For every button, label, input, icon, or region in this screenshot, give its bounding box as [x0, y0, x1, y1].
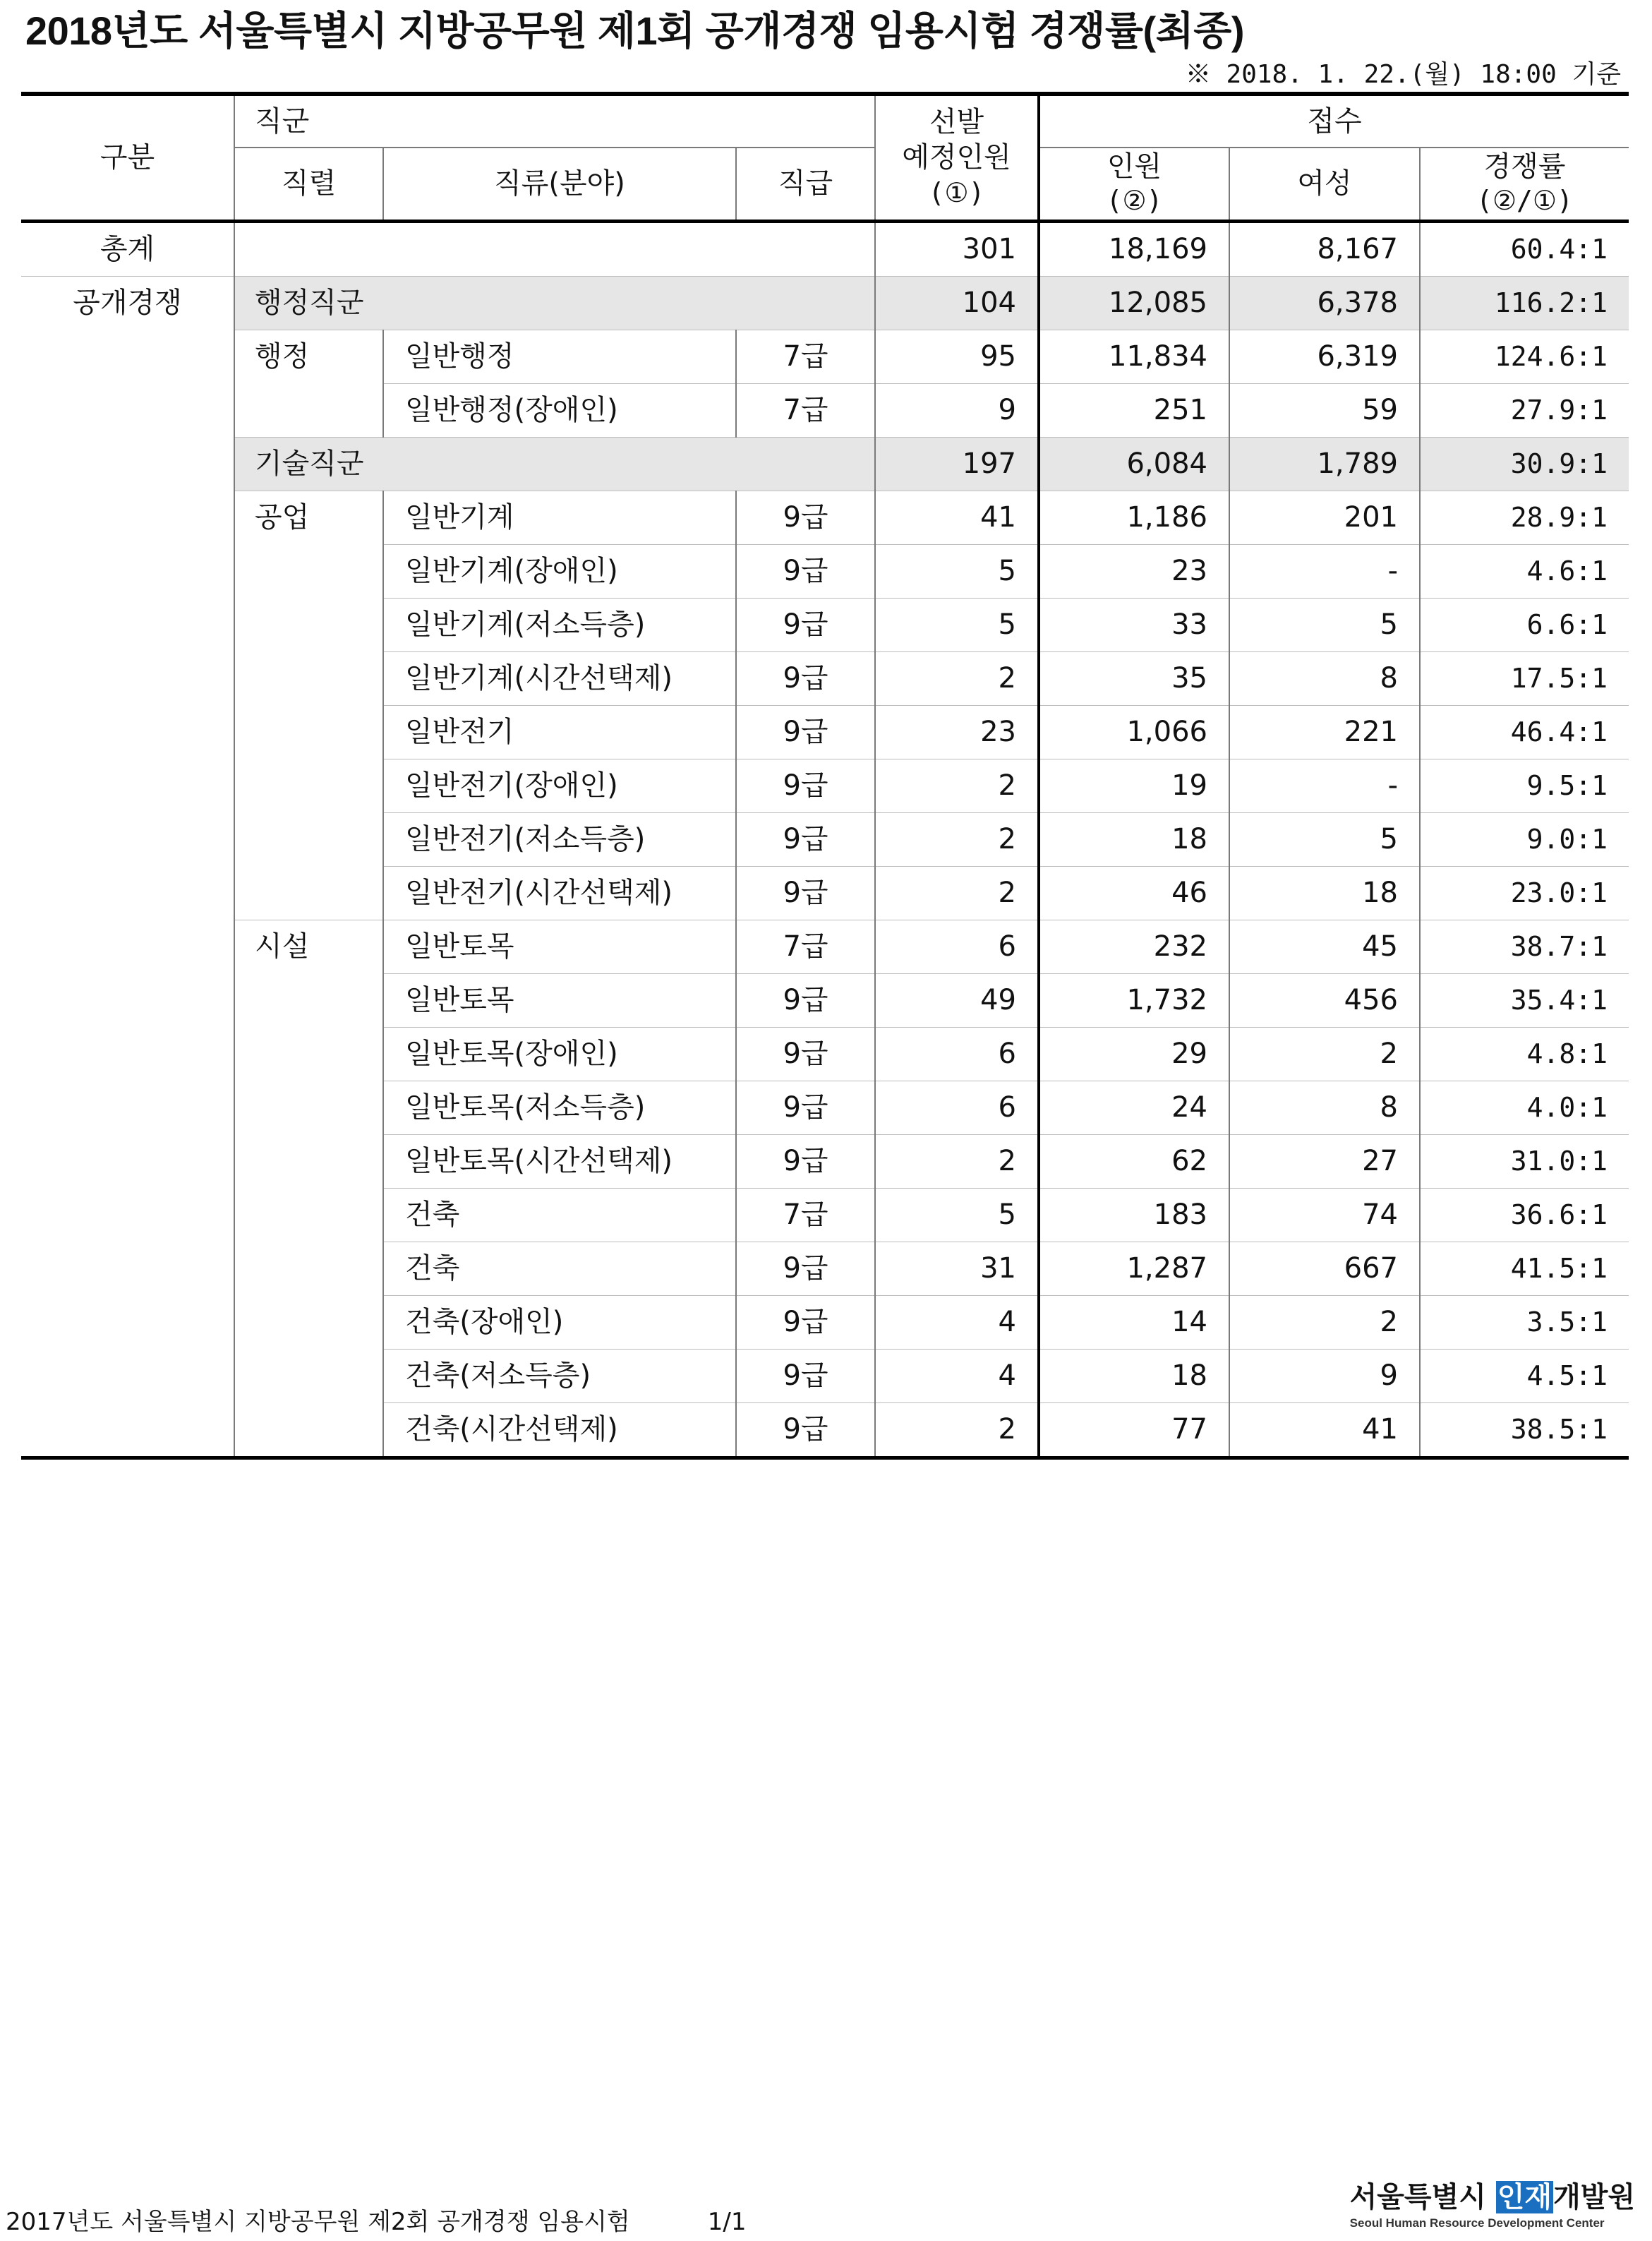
header-jikryu: 직류(분야): [383, 148, 736, 221]
row-applicants: 35: [1039, 651, 1229, 705]
row-ratio: 6.6:1: [1420, 598, 1629, 651]
row-female: 221: [1229, 705, 1420, 759]
row-applicants: 77: [1039, 1402, 1229, 1458]
header-planned: [875, 94, 1039, 221]
page-footer: [6, 2202, 746, 2237]
header-planned-line3: (①): [928, 177, 985, 209]
row-ratio: 4.6:1: [1420, 544, 1629, 598]
row-female: 9: [1229, 1349, 1420, 1402]
row-ratio: 35.4:1: [1420, 973, 1629, 1027]
row-grade: 9급: [736, 1349, 875, 1402]
row-planned: 31: [875, 1242, 1039, 1295]
total-label: 총계: [21, 221, 234, 276]
row-planned: 6: [875, 1081, 1039, 1134]
row-female: 18: [1229, 866, 1420, 920]
header-receipt: 접수: [1039, 94, 1629, 148]
row-planned: 2: [875, 651, 1039, 705]
row-applicants: 14: [1039, 1295, 1229, 1349]
table-row: [21, 920, 1629, 973]
row-female: 45: [1229, 920, 1420, 973]
row-grade: 9급: [736, 1081, 875, 1134]
row-female: 6,319: [1229, 330, 1420, 383]
row-applicants: 46: [1039, 866, 1229, 920]
table-row: [21, 330, 1629, 383]
row-female: 8: [1229, 1081, 1420, 1134]
row-planned: 2: [875, 812, 1039, 866]
row-ratio: 41.5:1: [1420, 1242, 1629, 1295]
cluster-label-tech: 기술직군: [234, 437, 875, 491]
row-planned: 2: [875, 1134, 1039, 1188]
row-grade: 7급: [736, 383, 875, 437]
row-ratio: 4.5:1: [1420, 1349, 1629, 1402]
header-ratio-line1: 경쟁률: [1483, 150, 1566, 184]
row-applicants: 251: [1039, 383, 1229, 437]
row-ratio: 46.4:1: [1420, 705, 1629, 759]
row-grade: 9급: [736, 759, 875, 812]
row-grade: 9급: [736, 866, 875, 920]
cluster-row-admin: [21, 276, 1629, 330]
row-applicants: 183: [1039, 1188, 1229, 1242]
header-applicants-line2: (②): [1106, 185, 1163, 217]
row-ratio: 38.7:1: [1420, 920, 1629, 973]
row-planned: 6: [875, 920, 1039, 973]
row-female: 2: [1229, 1027, 1420, 1081]
row-grade: 9급: [736, 705, 875, 759]
logo-suffix: 개발원: [1553, 2181, 1635, 2213]
row-jikryu: 건축: [383, 1242, 736, 1295]
row-applicants: 24: [1039, 1081, 1229, 1134]
row-jikryu: 일반토목: [383, 920, 736, 973]
category-label: 공개경쟁: [21, 276, 234, 1458]
row-grade: 9급: [736, 1027, 875, 1081]
row-applicants: 29: [1039, 1027, 1229, 1081]
row-grade: 9급: [736, 544, 875, 598]
row-grade: 9급: [736, 491, 875, 544]
total-empty: [234, 221, 875, 276]
cluster-admin-planned: 104: [875, 276, 1039, 330]
logo-highlight: 인재: [1497, 2181, 1552, 2213]
row-ratio: 36.6:1: [1420, 1188, 1629, 1242]
row-grade: 7급: [736, 1188, 875, 1242]
cluster-row-tech: [21, 437, 1629, 491]
row-jikryu: 건축: [383, 1188, 736, 1242]
logo-wordmark: [1350, 2180, 1635, 2215]
row-applicants: 1,066: [1039, 705, 1229, 759]
header-jikgun: 직군: [234, 94, 875, 148]
row-ratio: 27.9:1: [1420, 383, 1629, 437]
row-jikryu: 건축(시간선택제): [383, 1402, 736, 1458]
row-ratio: 17.5:1: [1420, 651, 1629, 705]
cluster-tech-ratio: 30.9:1: [1420, 437, 1629, 491]
row-jikryu: 건축(저소득층): [383, 1349, 736, 1402]
row-ratio: 38.5:1: [1420, 1402, 1629, 1458]
row-grade: 9급: [736, 812, 875, 866]
row-jikryu: 일반토목(시간선택제): [383, 1134, 736, 1188]
row-grade: 9급: [736, 1295, 875, 1349]
cluster-tech-female: 1,789: [1229, 437, 1420, 491]
row-applicants: 232: [1039, 920, 1229, 973]
row-jikryu: 일반토목(저소득층): [383, 1081, 736, 1134]
row-planned: 4: [875, 1349, 1039, 1402]
row-applicants: 18: [1039, 812, 1229, 866]
row-grade: 9급: [736, 973, 875, 1027]
row-female: 59: [1229, 383, 1420, 437]
row-planned: 2: [875, 866, 1039, 920]
row-applicants: 18: [1039, 1349, 1229, 1402]
row-applicants: 1,186: [1039, 491, 1229, 544]
cluster-tech-planned: 197: [875, 437, 1039, 491]
row-grade: 9급: [736, 651, 875, 705]
row-planned: 23: [875, 705, 1039, 759]
row-planned: 2: [875, 759, 1039, 812]
row-applicants: 23: [1039, 544, 1229, 598]
total-ratio: 60.4:1: [1420, 221, 1629, 276]
row-planned: 5: [875, 598, 1039, 651]
org-logo: [1350, 2180, 1635, 2230]
row-ratio: 31.0:1: [1420, 1134, 1629, 1188]
row-applicants: 1,732: [1039, 973, 1229, 1027]
row-planned: 49: [875, 973, 1039, 1027]
series-haengjeong: 행정: [234, 330, 383, 437]
row-applicants: 1,287: [1039, 1242, 1229, 1295]
row-ratio: 23.0:1: [1420, 866, 1629, 920]
cluster-admin-applicants: 12,085: [1039, 276, 1229, 330]
row-ratio: 9.0:1: [1420, 812, 1629, 866]
row-female: 5: [1229, 598, 1420, 651]
header-jikryeol: 직렬: [234, 148, 383, 221]
row-ratio: 4.0:1: [1420, 1081, 1629, 1134]
page-number: 1/1: [707, 2208, 747, 2236]
row-planned: 41: [875, 491, 1039, 544]
row-female: 41: [1229, 1402, 1420, 1458]
logo-english-name: Seoul Human Resource Development Center: [1349, 2216, 1605, 2230]
total-planned: 301: [875, 221, 1039, 276]
row-planned: 6: [875, 1027, 1039, 1081]
row-applicants: 19: [1039, 759, 1229, 812]
row-applicants: 11,834: [1039, 330, 1229, 383]
row-planned: 95: [875, 330, 1039, 383]
row-female: 5: [1229, 812, 1420, 866]
row-female: 667: [1229, 1242, 1420, 1295]
row-jikryu: 일반행정: [383, 330, 736, 383]
row-applicants: 33: [1039, 598, 1229, 651]
series-gongeop: 공업: [234, 491, 383, 920]
row-jikryu: 일반전기(저소득층): [383, 812, 736, 866]
header-ratio: [1420, 148, 1629, 221]
total-female: 8,167: [1229, 221, 1420, 276]
row-applicants: 62: [1039, 1134, 1229, 1188]
row-ratio: 9.5:1: [1420, 759, 1629, 812]
row-jikryu: 일반토목: [383, 973, 736, 1027]
row-planned: 2: [875, 1402, 1039, 1458]
row-planned: 5: [875, 544, 1039, 598]
cluster-admin-female: 6,378: [1229, 276, 1420, 330]
page-title: 2018년도 서울특별시 지방공무원 제1회 공개경쟁 임용시험 경쟁률(최종): [25, 8, 1244, 53]
row-female: 456: [1229, 973, 1420, 1027]
header-gubun: 구분: [21, 94, 234, 221]
row-ratio: 124.6:1: [1420, 330, 1629, 383]
row-grade: 9급: [736, 1134, 875, 1188]
row-female: -: [1229, 759, 1420, 812]
header-female: 여성: [1229, 148, 1420, 221]
row-grade: 9급: [736, 598, 875, 651]
header-applicants-line1: 인원: [1107, 150, 1162, 184]
row-jikryu: 일반행정(장애인): [383, 383, 736, 437]
footer-text: 2017년도 서울특별시 지방공무원 제2회 공개경쟁 임용시험: [6, 2208, 630, 2236]
row-grade: 7급: [736, 920, 875, 973]
row-planned: 9: [875, 383, 1039, 437]
row-grade: 7급: [736, 330, 875, 383]
row-jikryu: 일반기계: [383, 491, 736, 544]
row-planned: 4: [875, 1295, 1039, 1349]
row-jikryu: 일반전기: [383, 705, 736, 759]
total-row: [21, 221, 1629, 276]
row-female: 27: [1229, 1134, 1420, 1188]
row-female: 8: [1229, 651, 1420, 705]
row-jikryu: 일반기계(장애인): [383, 544, 736, 598]
row-female: 2: [1229, 1295, 1420, 1349]
header-applicants: [1039, 148, 1229, 221]
reference-date-note: ※ 2018. 1. 22.(월) 18:00 기준: [1185, 60, 1621, 89]
row-jikryu: 일반전기(시간선택제): [383, 866, 736, 920]
row-jikryu: 일반토목(장애인): [383, 1027, 736, 1081]
row-ratio: 28.9:1: [1420, 491, 1629, 544]
row-jikryu: 일반기계(시간선택제): [383, 651, 736, 705]
competition-rate-table: [21, 92, 1629, 1460]
header-jikgeup: 직급: [736, 148, 875, 221]
row-grade: 9급: [736, 1402, 875, 1458]
header-planned-line2: 예정인원: [902, 141, 1011, 174]
row-jikryu: 일반기계(저소득층): [383, 598, 736, 651]
series-siseol: 시설: [234, 920, 383, 1458]
row-grade: 9급: [736, 1242, 875, 1295]
row-ratio: 3.5:1: [1420, 1295, 1629, 1349]
row-planned: 5: [875, 1188, 1039, 1242]
row-ratio: 4.8:1: [1420, 1027, 1629, 1081]
row-female: 201: [1229, 491, 1420, 544]
row-jikryu: 건축(장애인): [383, 1295, 736, 1349]
logo-prefix: 서울특별시: [1349, 2181, 1496, 2213]
row-jikryu: 일반전기(장애인): [383, 759, 736, 812]
header-planned-line1: 선발: [929, 106, 984, 139]
header-ratio-line2: (②/①): [1476, 185, 1573, 217]
row-female: -: [1229, 544, 1420, 598]
row-female: 74: [1229, 1188, 1420, 1242]
total-applicants: 18,169: [1039, 221, 1229, 276]
cluster-admin-ratio: 116.2:1: [1420, 276, 1629, 330]
cluster-label-admin: 행정직군: [234, 276, 875, 330]
cluster-tech-applicants: 6,084: [1039, 437, 1229, 491]
table-row: [21, 491, 1629, 544]
